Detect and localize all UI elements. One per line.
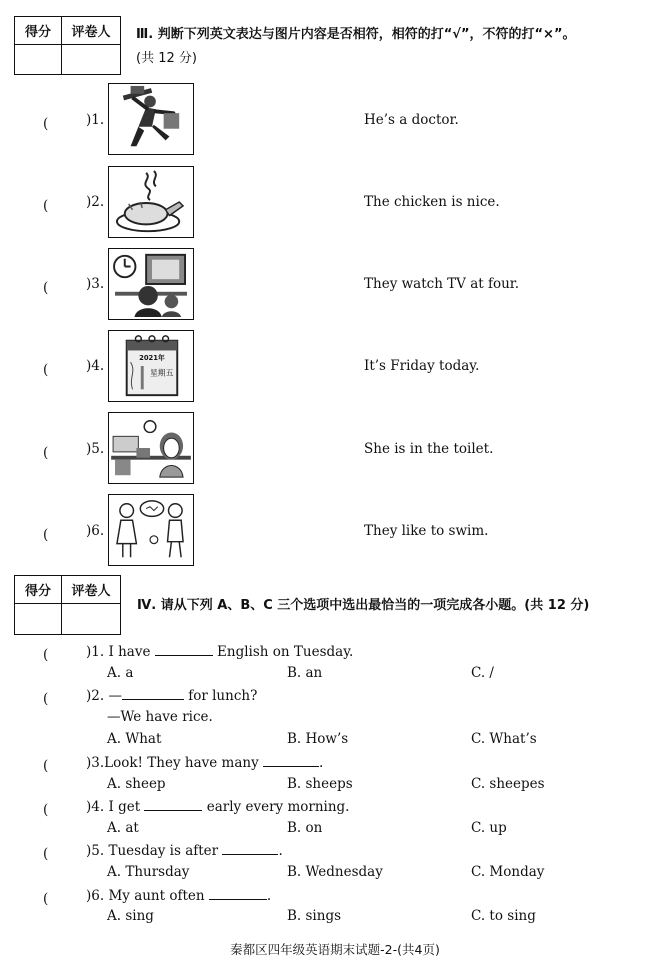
option-a[interactable]: A. What (107, 731, 162, 747)
option-a[interactable]: A. a (107, 665, 134, 681)
option-c[interactable]: C. sheepes (471, 776, 545, 792)
item-number: )2. (86, 194, 105, 210)
answer-paren-2[interactable]: ( (43, 198, 76, 214)
answer-paren-mc-1[interactable]: ( (43, 647, 76, 663)
fill-blank[interactable] (122, 687, 184, 700)
option-b[interactable]: B. sings (287, 908, 342, 924)
item-number: )3. (86, 276, 105, 292)
question-stem: )4. I get early every morning. (86, 799, 350, 815)
picture-family-watching-tv (108, 248, 194, 320)
question-reply: —We have rice. (107, 709, 213, 725)
picture-roast-chicken (108, 166, 194, 238)
answer-paren-1[interactable]: ( (43, 116, 76, 132)
fill-blank[interactable] (263, 754, 319, 767)
fill-blank[interactable] (209, 887, 267, 900)
item-number: )4. (86, 358, 105, 374)
option-b[interactable]: B. on (287, 820, 323, 836)
option-b[interactable]: B. sheeps (287, 776, 353, 792)
answer-paren-6[interactable]: ( (43, 527, 76, 543)
score-label: 得分 (15, 576, 62, 604)
answer-paren-mc-3[interactable]: ( (43, 758, 76, 774)
answer-paren-mc-6[interactable]: ( (43, 891, 76, 907)
item-number: )1. (86, 112, 105, 128)
answer-paren-3[interactable]: ( (43, 280, 76, 296)
page-footer: 秦都区四年级英语期末试题-2-(共4页) (230, 942, 440, 957)
section4-title: Ⅳ. 请从下列 A、B、C 三个选项中选出最恰当的一项完成各小题。(共 12 分) (137, 598, 590, 613)
statement-sentence: He’s a doctor. (364, 112, 459, 128)
picture-girl-in-office (108, 412, 194, 484)
question-stem: )6. My aunt often . (86, 888, 272, 904)
calendar-year: 2021年 (139, 354, 165, 363)
question-stem: )2. — for lunch? (86, 688, 258, 704)
answer-paren-mc-5[interactable]: ( (43, 846, 76, 862)
question-stem: )1. I have English on Tuesday. (86, 644, 354, 660)
option-a[interactable]: A. sing (107, 908, 154, 924)
answer-paren-5[interactable]: ( (43, 445, 76, 461)
option-a[interactable]: A. Thursday (107, 864, 190, 880)
option-a[interactable]: A. sheep (107, 776, 166, 792)
picture-man-carrying-tray (108, 83, 194, 155)
statement-sentence: The chicken is nice. (364, 194, 500, 210)
statement-sentence: She is in the toilet. (364, 441, 494, 457)
score-box-section4 (14, 575, 121, 635)
score-cell[interactable] (15, 45, 62, 75)
option-c[interactable]: C. Monday (471, 864, 545, 880)
section3-points: (共 12 分) (136, 51, 197, 66)
question-stem: )5. Tuesday is after . (86, 843, 283, 859)
picture-calendar-friday (108, 330, 194, 402)
score-cell[interactable] (15, 604, 62, 635)
answer-paren-4[interactable]: ( (43, 362, 76, 378)
fill-blank[interactable] (144, 798, 202, 811)
statement-sentence: It’s Friday today. (364, 358, 480, 374)
option-b[interactable]: B. an (287, 665, 323, 681)
option-c[interactable]: C. to sing (471, 908, 536, 924)
answer-paren-mc-4[interactable]: ( (43, 802, 76, 818)
grader-cell[interactable] (62, 45, 121, 75)
option-c[interactable]: C. What’s (471, 731, 537, 747)
option-b[interactable]: B. Wednesday (287, 864, 383, 880)
calendar-weekday: 星期五 (150, 368, 174, 378)
statement-sentence: They watch TV at four. (364, 276, 520, 292)
section3-title: Ⅲ. 判断下列英文表达与图片内容是否相符，相符的打“√”，不符的打“×”。 (136, 27, 576, 42)
option-c[interactable]: C. up (471, 820, 507, 836)
statement-sentence: They like to swim. (364, 523, 489, 539)
score-label: 得分 (15, 17, 62, 45)
option-a[interactable]: A. at (107, 820, 139, 836)
item-number: )5. (86, 441, 105, 457)
option-b[interactable]: B. How’s (287, 731, 349, 747)
answer-paren-mc-2[interactable]: ( (43, 691, 76, 707)
grader-label: 评卷人 (62, 17, 121, 45)
grader-label: 评卷人 (62, 576, 121, 604)
item-number: )6. (86, 523, 105, 539)
option-c[interactable]: C. / (471, 665, 494, 681)
fill-blank[interactable] (222, 842, 278, 855)
picture-two-kids-talking (108, 494, 194, 566)
fill-blank[interactable] (155, 643, 213, 656)
grader-cell[interactable] (62, 604, 121, 635)
score-box-section3 (14, 16, 121, 75)
question-stem: )3.Look! They have many . (86, 755, 324, 771)
